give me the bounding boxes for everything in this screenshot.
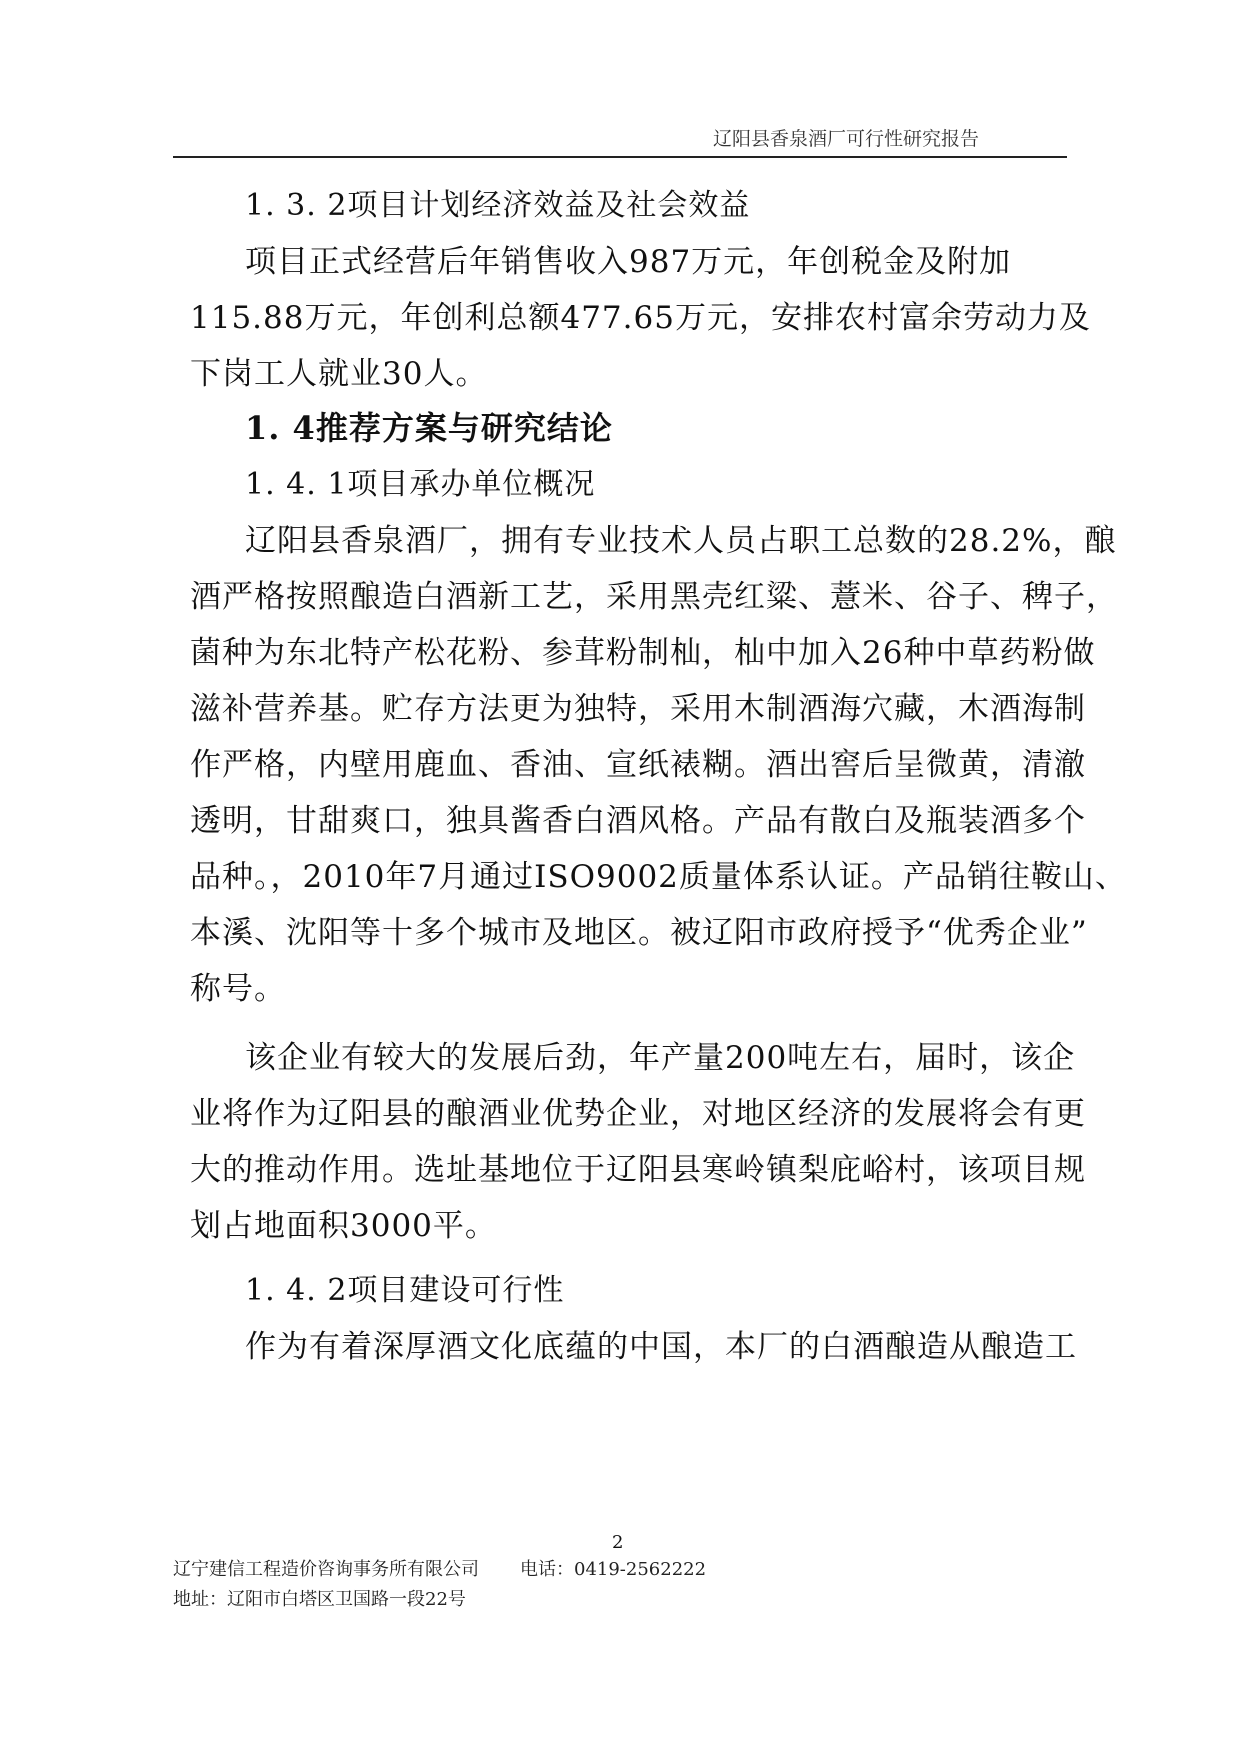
paragraph-line: 滋补营养基。贮存方法更为独特，采用木制酒海穴藏，木酒海制 (190, 691, 1086, 727)
paragraph-line: 下岗工人就业30人。 (190, 356, 488, 392)
paragraph-line: 项目正式经营后年销售收入987万元，年创税金及附加 (245, 244, 1012, 280)
page-number: 2 (612, 1532, 624, 1553)
paragraph-line: 本溪、沈阳等十多个城市及地区。被辽阳市政府授予“优秀企业” (190, 915, 1088, 951)
paragraph-line: 该企业有较大的发展后劲，年产量200吨左右，届时，该企 (245, 1040, 1076, 1076)
paragraph-line: 大的推动作用。选址基地位于辽阳县寒岭镇梨庇峪村，该项目规 (190, 1152, 1086, 1188)
section-heading-1-4: 1. 4推荐方案与研究结论 (245, 409, 613, 447)
footer-address: 地址：辽阳市白塔区卫国路一段22号 (173, 1589, 466, 1610)
paragraph-line: 业将作为辽阳县的酿酒业优势企业，对地区经济的发展将会有更 (190, 1096, 1086, 1132)
footer-phone: 电话：0419-2562222 (520, 1559, 707, 1580)
section-heading-1-3-2: 1. 3. 2项目计划经济效益及社会效益 (245, 188, 751, 223)
header-divider (173, 156, 1067, 158)
paragraph-line: 酒严格按照酿造白酒新工艺，采用黑壳红粱、薏米、谷子、稗子， (190, 579, 1118, 615)
section-heading-1-4-2: 1. 4. 2项目建设可行性 (245, 1273, 565, 1308)
paragraph-line: 115.88万元，年创利总额477.65万元，安排农村富余劳动力及 (190, 300, 1091, 336)
paragraph-line: 菌种为东北特产松花粉、参茸粉制杣，杣中加入26种中草药粉做 (190, 635, 1096, 671)
section-heading-1-4-1: 1. 4. 1项目承办单位概况 (245, 467, 596, 502)
report-title: 辽阳县香泉酒厂可行性研究报告 (712, 128, 979, 150)
paragraph-line: 划占地面积3000平。 (190, 1208, 497, 1244)
paragraph-line: 称号。 (190, 971, 286, 1007)
paragraph-line: 辽阳县香泉酒厂，拥有专业技术人员占职工总数的28.2%，酿 (245, 523, 1117, 559)
paragraph-line: 作严格，内壁用鹿血、香油、宣纸裱糊。酒出窖后呈微黄，清澈 (190, 747, 1086, 783)
paragraph-line: 透明，甘甜爽口，独具酱香白酒风格。产品有散白及瓶装酒多个 (190, 803, 1086, 839)
paragraph-line: 作为有着深厚酒文化底蕴的中国，本厂的白酒酿造从酿造工 (245, 1329, 1077, 1365)
paragraph-line: 品种。，2010年7月通过ISO9002质量体系认证。产品销往鞍山、 (190, 859, 1127, 895)
footer-company: 辽宁建信工程造价咨询事务所有限公司 (173, 1559, 479, 1580)
